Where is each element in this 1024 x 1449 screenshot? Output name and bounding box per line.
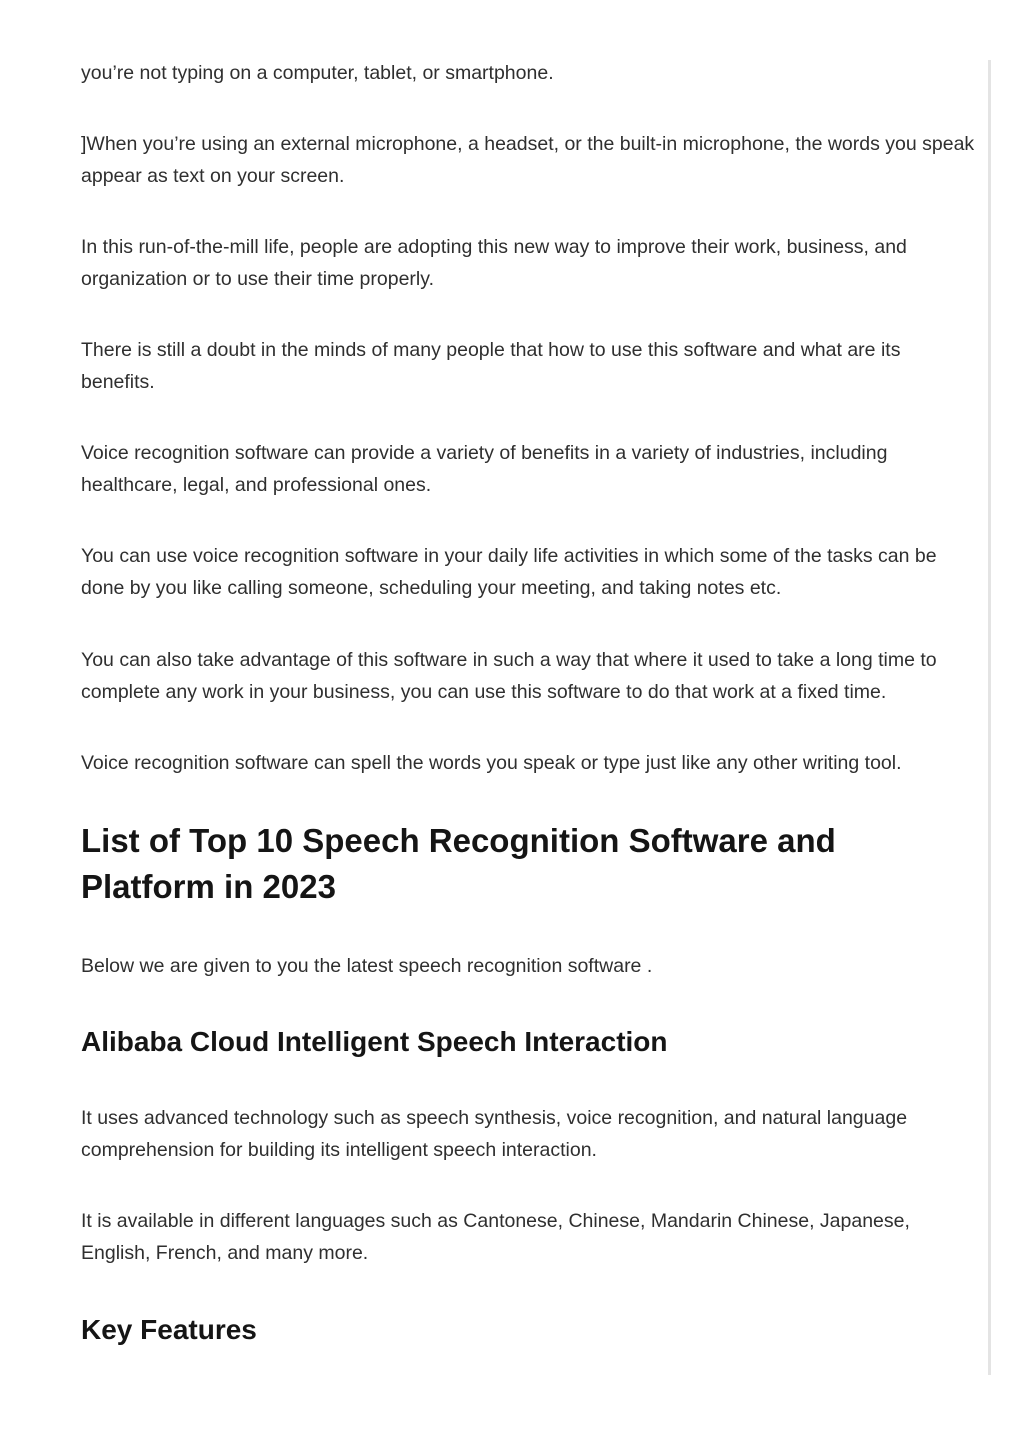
paragraph-5: Voice recognition software can provide a variety of benefits in a variety of industries, including healthcare, legal, and professional ones. [81,442,888,496]
paragraph-4: There is still a doubt in the minds of many people that how to use this software and what are its benefits. [81,339,901,393]
paragraph-8: Voice recognition software can spell the words you speak or type just like any other writing tool. [81,752,902,774]
section-intro: Below we are given to you the latest speech recognition software . [81,955,653,977]
paragraph-3: In this run-of-the-mill life, people are adopting this new way to improve their work, business, and organization or to use their time properly. [81,236,907,290]
subsection-paragraph-2: It is available in different languages such as Cantonese, Chinese, Mandarin Chinese, Japanese, English, French, and many more. [81,1210,910,1264]
paragraph-2: ]When you’re using an external microphone, a headset, or the built-in microphone, the words you speak appear as text on your screen. [81,133,975,187]
paragraph-1: you’re not typing on a computer, tablet, or smartphone. [81,62,554,84]
features-heading: Key Features [81,1314,257,1345]
paragraph-7: You can also take advantage of this software in such a way that where it used to take a long time to complete any work in your business, you can use this software to do that work at a fixed time. [81,649,937,703]
scroll-divider [988,60,991,1375]
subsection-heading: Alibaba Cloud Intelligent Speech Interaction [81,1026,668,1057]
paragraph-6: You can use voice recognition software in your daily life activities in which some of the tasks can be done by you like calling someone, scheduling your meeting, and taking notes etc. [81,545,937,599]
section-heading: List of Top 10 Speech Recognition Software and Platform in 2023 [81,822,836,905]
subsection-paragraph-1: It uses advanced technology such as speech synthesis, voice recognition, and natural language comprehension for building its intelligent speech interaction. [81,1107,908,1161]
